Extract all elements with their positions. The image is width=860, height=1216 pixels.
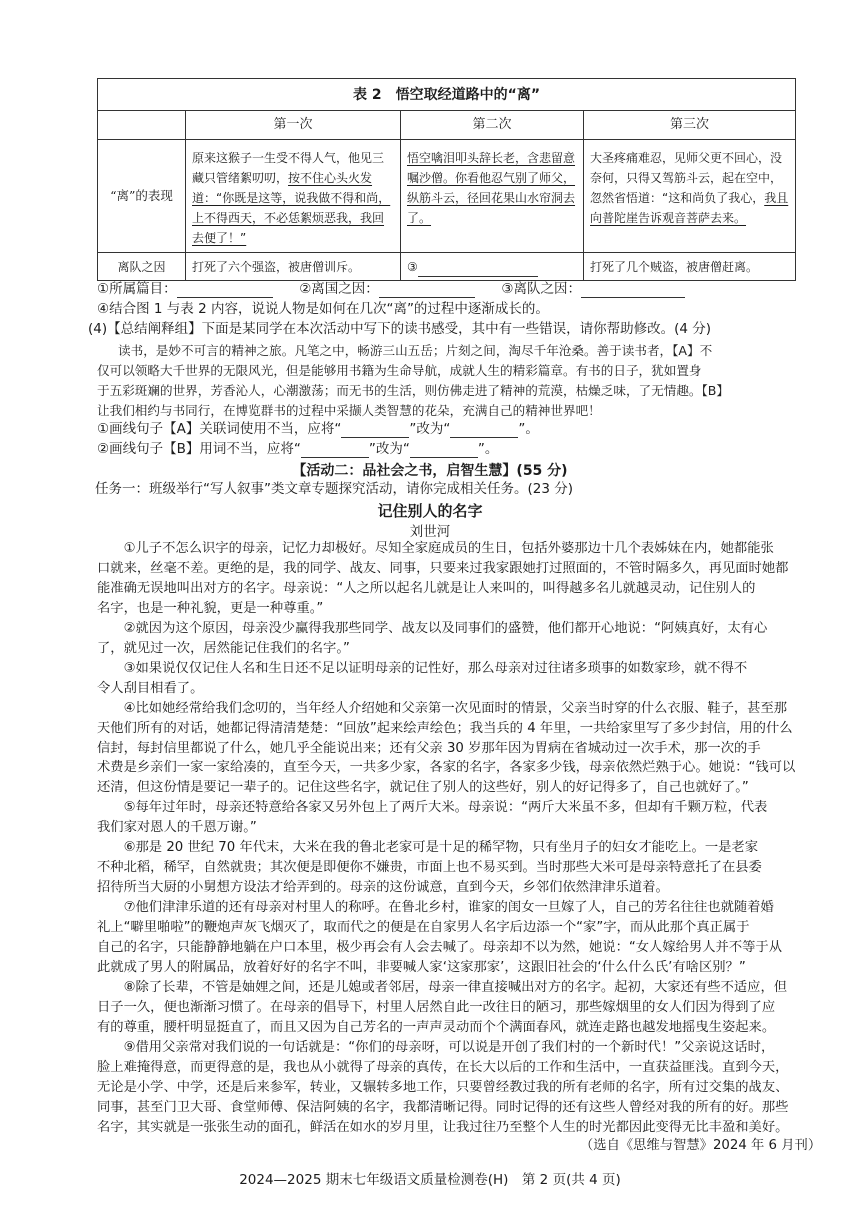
answer-blank-3[interactable] xyxy=(581,297,685,298)
article-line: 能准确无误地叫出对方的名字。母亲说：“人之所以起名儿就是让人来叫的，叫得越多名儿就越灵动，记住别人的 xyxy=(97,580,756,596)
section4-title: (4)【总结阐释组】下面是某同学在本次活动中写下的读书感受，其中有一些错误，请你帮助修改。(4 分) xyxy=(88,321,712,337)
cell-first-leave: 原来这猴子一生受不得人气，他见三藏只管绪絮叨叨，按不住心头火发道：“你既是这等，说我做不得和尚，上不得西天，不必恁絮烦恶我，我回去便了！” xyxy=(186,140,401,253)
fix-a: ①画线句子【A】关联词使用不当，应将“ ”改为“ ”。 xyxy=(97,421,539,437)
q-fill-3: ③离队之因： xyxy=(501,281,582,297)
article-line: 脸上难掩得意，而更得意的是，我也从小就得了母亲的真传，在长大以后的工作和生活中，一直获益匪浅。直到今天， xyxy=(97,1059,789,1075)
fix-a-blank-to[interactable] xyxy=(450,437,518,438)
article-line: 名字，也是一种礼貌，更是一种尊重。” xyxy=(97,600,324,616)
essay-line-1: 读书，是妙不可言的精神之旅。凡笔之中，畅游三山五岳；片刻之间，淘尽千年沧桑。善于读书者，【A】不 xyxy=(118,343,713,358)
fix-b-blank-from[interactable] xyxy=(301,457,369,458)
article-line: 日子一久，便也渐渐习惯了。在母亲的倡导下，村里人居然自此一改往日的陋习，那些嫁烟里的女人们因为得到了应 xyxy=(97,999,776,1015)
article-line: ⑧除了长辈，不管是妯娌之间，还是儿媳或者邻居，母亲一律直接喊出对方的名字。起初，大家还有些不适应，但 xyxy=(97,979,788,995)
reason-3: 打死了几个贼盗，被唐僧赶离。 xyxy=(584,253,796,281)
article-line: 不种北稻，稀罕，自然就贵；其次便是即便你不嫌贵，市面上也不易买到。当时那些大米可是母亲特意托了在县委 xyxy=(97,860,762,876)
table-corner xyxy=(98,111,186,140)
cell-third-leave: 大圣疼痛难忍，见师父更不回心，没奈何，只得又驾筋斗云，起在空中，忽然省悟道：“这和尚负了我心，我且向普陀崖告诉观音菩萨去来。 xyxy=(584,140,796,253)
reason-1: 打死了六个强盗，被唐僧训斥。 xyxy=(186,253,401,281)
answer-blank-1[interactable] xyxy=(177,297,273,298)
article-line: ⑨借用父亲常对我们说的一句话就是：“你们的母亲呀，可以说是开创了我们村的一个新时代！”父亲说这话时， xyxy=(97,1039,775,1055)
article-line: 自己的名字，只能静静地躺在户口本里，极少再会有人会去喊了。母亲却不以为然，她说：“女人嫁给男人并不等于从 xyxy=(97,940,783,955)
article-line: 无论是小学、中学，还是后来参军，转业，又辗转多地工作，只要曾经教过我的所有老师的名字，所有过交集的战友、 xyxy=(97,1079,789,1095)
article-line: 还清，但这份情是要记一辈子的。记住这些名字，就记住了别人的这些好，别人的好记得多了，自己也就好了。” xyxy=(97,780,749,796)
table-header-2: 第二次 xyxy=(401,111,584,140)
essay-line-3: 于五彩斑斓的世界，芳香沁人，心潮激荡；而无书的生活，则仿佛走进了精神的荒漠，枯燥乏味，了无情趣。【B】 xyxy=(97,383,730,398)
article-line: 信封，每封信里都说了什么，她几乎全能说出来；还有父亲 30 岁那年因为胃病在省城动过一次手术，那一次的手 xyxy=(97,740,761,756)
article-line: ⑤每年过年时，母亲还特意给各家又另外包上了两斤大米。母亲说：“两斤大米虽不多，但却有千颗万粒，代表 xyxy=(97,800,768,816)
article-line: 口就来，丝毫不差。更绝的是，我的同学、战友、同事，只要来过我家跟她打过照面的，不管时隔多久，再见面时她都 xyxy=(97,560,789,576)
q-fill-1: ①所属篇目： xyxy=(97,281,177,297)
article-line: 有的尊重，腰杆明显挺直了，而且又因为自己芳名的一声声灵动而个个满面春风，就连走路也越发地摇曳生姿起来。 xyxy=(97,1019,776,1035)
table-header-1: 第一次 xyxy=(186,111,401,140)
activity2-title: 【活动二：品社会之书，启智生慧】(55 分) xyxy=(292,463,568,479)
article-title: 记住别人的名字 xyxy=(377,502,483,520)
article-line: ①儿子不怎么识字的母亲，记忆力却极好。尽知全家庭成员的生日，包括外婆那边十几个表姊妹在内，她都能张 xyxy=(97,541,774,556)
fix-a-blank-from[interactable] xyxy=(341,437,409,438)
article-line: 此就成了男人的附属品，放着好好的名字不叫，非要喊人家‘这家那家’，这跟旧社会的‘什么什么氏’有啥区别？” xyxy=(97,959,746,975)
q4-text: ④结合图 1 与表 2 内容，说说人物是如何在几次“离”的过程中逐渐成长的。 xyxy=(97,301,549,317)
article-line: 天他们所有的对话，她都记得清清楚楚：“回放”起来绘声绘色；我当兵的 4 年里，一共给家里写了多少封信，用的什么 xyxy=(97,720,793,736)
article-line: ③如果说仅仅记住人名和生日还不足以证明母亲的记性好，那么母亲对过往诸多琐事的如数家珍，就不得不 xyxy=(97,660,748,676)
essay-line-2: 仅可以领略大千世界的无限风光，但是能够用书籍为生命导航，成就人生的精彩篇章。有书的日子，犹如置身 xyxy=(97,363,702,378)
fill-questions xyxy=(97,280,797,298)
essay-line-4: 让我们相约与书同行，在博览群书的过程中采撷人类智慧的花朵，充满自己的精神世界吧！ xyxy=(97,403,601,418)
article-line: 名字，其实就是一张张生动的面孔，鲜活在如水的岁月里，让我过往乃至整个人生的时光都因此变得无比丰盈和美好。 xyxy=(97,1119,789,1135)
article-line: ②就因为这个原因，母亲没少赢得我那些同学、战友以及同事们的盛赞，他们都开心地说：“阿姨真好，太有心 xyxy=(97,620,768,636)
table-2 xyxy=(97,78,796,281)
cell-second-leave: 悟空噙泪叩头辞长老，含悲留意嘱沙僧。你看他忍气别了师父，纵筋斗云，径回花果山水帘洞去了。 xyxy=(401,140,584,253)
article-line: 术费是乡亲们一家一家给凑的，直至今天，一共多少家，各家的名字，各家多少钱，母亲依然烂熟于心。她说：“钱可以 xyxy=(97,760,796,776)
task1: 任务一：班级举行“写人叙事”类文章专题探究活动，请你完成相关任务。(23 分) xyxy=(95,481,573,497)
reason-2-blank[interactable]: ③ xyxy=(401,253,584,281)
article-line: ⑦他们津津乐道的还有母亲对村里人的称呼。在鲁北乡村，谁家的闺女一旦嫁了人，自己的芳名往往也就随着婚 xyxy=(97,900,774,916)
article-line: ④比如她经常给我们念叨的，当年经人介绍她和父亲第一次见面时的情景，父亲当时穿的什么衣服、鞋子，甚至那 xyxy=(97,700,788,716)
answer-blank-2[interactable] xyxy=(379,297,475,298)
article-line: 了，就见过一次，居然能记住我们的名字。” xyxy=(97,640,350,656)
table-header-3: 第三次 xyxy=(584,111,796,140)
article-line: 礼上“噼里啪啦”的鞭炮声灰飞烟灭了，取而代之的便是在自家男人名字后边添一个“家”字，而从此那个真正属于 xyxy=(97,920,750,936)
article-line: ⑥那是 20 世纪 70 年代末，大米在我的鲁北老家可是十足的稀罕物，只有坐月子的妇女才能吃上。一是老家 xyxy=(97,840,759,856)
article-line: 我们家对恩人的千恩万谢。” xyxy=(97,820,257,836)
q-fill-2: ②离国之因： xyxy=(299,281,379,297)
source-note: （选自《思维与智慧》2024 年 6 月刊） xyxy=(580,1138,822,1153)
table-caption: 表 2 悟空取经道路中的“离” xyxy=(98,79,796,111)
page-footer: 2024—2025 期末七年级语文质量检测卷(H) 第 2 页(共 4 页) xyxy=(239,1172,621,1188)
row-label-performance: “离”的表现 xyxy=(98,140,186,253)
row-label-reason: 离队之因 xyxy=(98,253,186,281)
article-line: 招待所当大厨的小舅想方设法才给弄到的。母亲的这份诚意，直到今天，乡邻们依然津津乐道着。 xyxy=(97,880,669,896)
article-line: 令人刮目相看了。 xyxy=(97,680,204,696)
article-author: 刘世河 xyxy=(409,524,451,540)
article-line: 同事，甚至门卫大哥、食堂师傅、保洁阿姨的名字，我都清晰记得。同时记得的还有这些人曾经对我的所有的好。那些 xyxy=(97,1099,789,1115)
fix-b-blank-to[interactable] xyxy=(410,457,478,458)
fix-b: ②画线句子【B】用词不当，应将“ ”改为“ ”。 xyxy=(97,441,499,457)
